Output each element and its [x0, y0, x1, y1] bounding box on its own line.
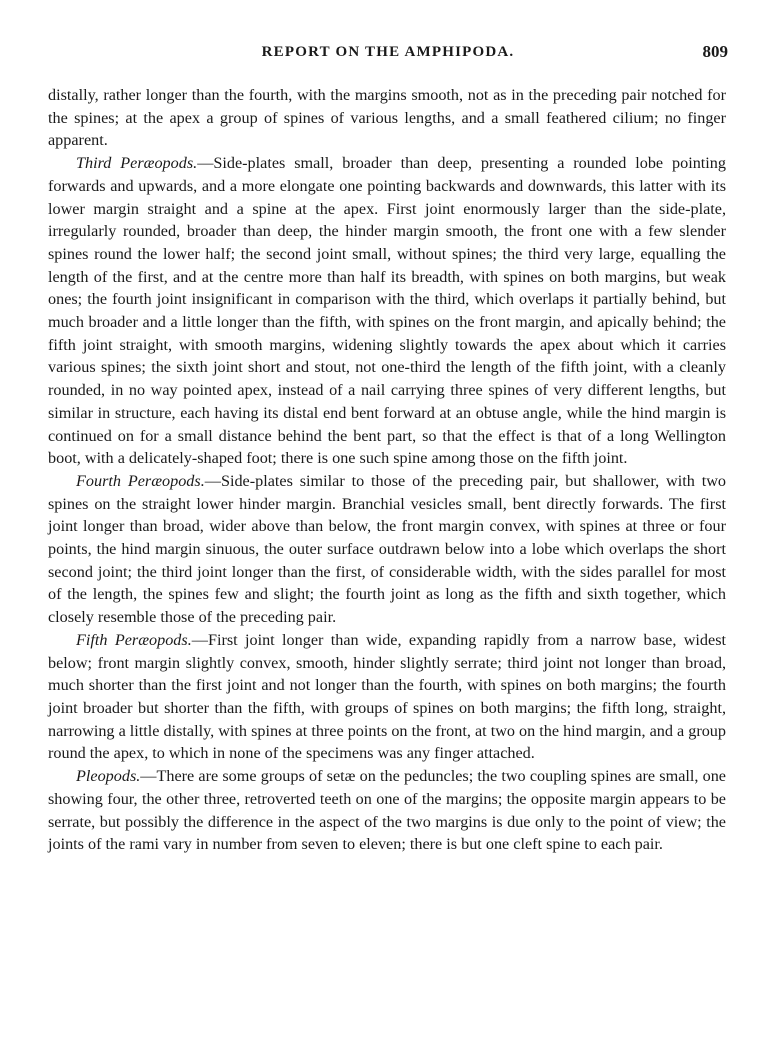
page-number: 809 [702, 42, 728, 61]
paragraph-pleopods [48, 765, 726, 856]
paragraph-fourth-peraeopods [48, 470, 726, 629]
paragraph-text: —Side-plates small, broader than deep, presenting a rounded lobe pointing forwards and upwards, and a more elongate one pointing backwards and downwards, this latter with its lower margin straight and a spine at the apex. First joint enormously larger than the side-plate, irregularly rounded, broader than deep, the hinder margin smooth, the front one with a few slender spines round the lower half; the second joint small, without spines; the third very large, equalling the length of the first, and at the centre more than half its breadth, with spines on both margins, but weak ones; the fourth joint insignificant in comparison with the third, which overlaps it partially behind, but much broader and a little longer than the fifth, with spines on the front margin, and apically behind; the fifth joint straight, with smooth margins, widening slightly towards the apex about which it carries various spines; the sixth joint short and stout, not one-third the length of the fifth joint, with a cleanly rounded, in no way pointed apex, instead of a nail carrying three spines of very different lengths, but similar in structure, each having its distal end bent forward at an obtuse angle, while the hind margin is continued on for a small distance behind the bent part, so that the effect is that of a long Wellington boot, with a delicately-shaped foot; there is one such spine among those on the fifth joint. [48, 154, 726, 468]
body-text [48, 84, 726, 856]
paragraph-heading: Fourth Peræopods. [76, 471, 205, 490]
running-head [48, 44, 728, 66]
paragraph-third-peraeopods [48, 152, 726, 470]
paragraph-heading: Third Peræopods. [76, 154, 198, 173]
paragraph-text: —Side-plates similar to those of the preceding pair, but shallower, with two spines on the straight lower hinder margin. Branchial vesicles small, bent directly forwards. The first joint longer than broad, wider above than below, the front margin convex, with spines at three or four points, the hind margin sinuous, the outer surface outdrawn below into a lobe which overlaps the short second joint; the third joint longer than the first, of considerable width, with the sides parallel for most of the length, the spines few and slight; the fourth joint as long as the fifth and sixth together, which closely resemble those of the preceding pair. [48, 471, 726, 627]
paragraph-heading: Fifth Peræopods. [76, 630, 192, 649]
paragraph-continuation [48, 84, 726, 152]
running-title: REPORT ON THE AMPHIPODA. [261, 44, 515, 60]
paragraph-text: —First joint longer than wide, expanding rapidly from a narrow base, widest below; front margin slightly convex, smooth, hinder slightly serrate; third joint not longer than broad, much shorter than the first joint and not longer than the fourth, with spines on both margins; the fourth joint broader but shorter than the fifth, with groups of spines on both margins; the fifth long, straight, narrowing a little distally, with spines at three points on the front, at two on the hind margin, and a group round the apex, to which in none of the specimens was any finger attached. [48, 630, 726, 763]
paragraph-text: —There are some groups of setæ on the peduncles; the two coupling spines are small, one showing four, the other three, retroverted teeth on one of the margins; the opposite margin appears to be serrate, but possibly the difference in the aspect of the two margins is due only to the point of view; the joints of the rami vary in number from seven to eleven; there is but one cleft spine to each pair. [48, 767, 726, 854]
paragraph-fifth-peraeopods [48, 629, 726, 765]
paragraph-heading: Pleopods. [76, 767, 141, 786]
paragraph-text: distally, rather longer than the fourth, with the margins smooth, not as in the preceding pair notched for the spines; at the apex a group of spines of various lengths, and a small feathered cilium; no finger apparent. [48, 86, 726, 150]
